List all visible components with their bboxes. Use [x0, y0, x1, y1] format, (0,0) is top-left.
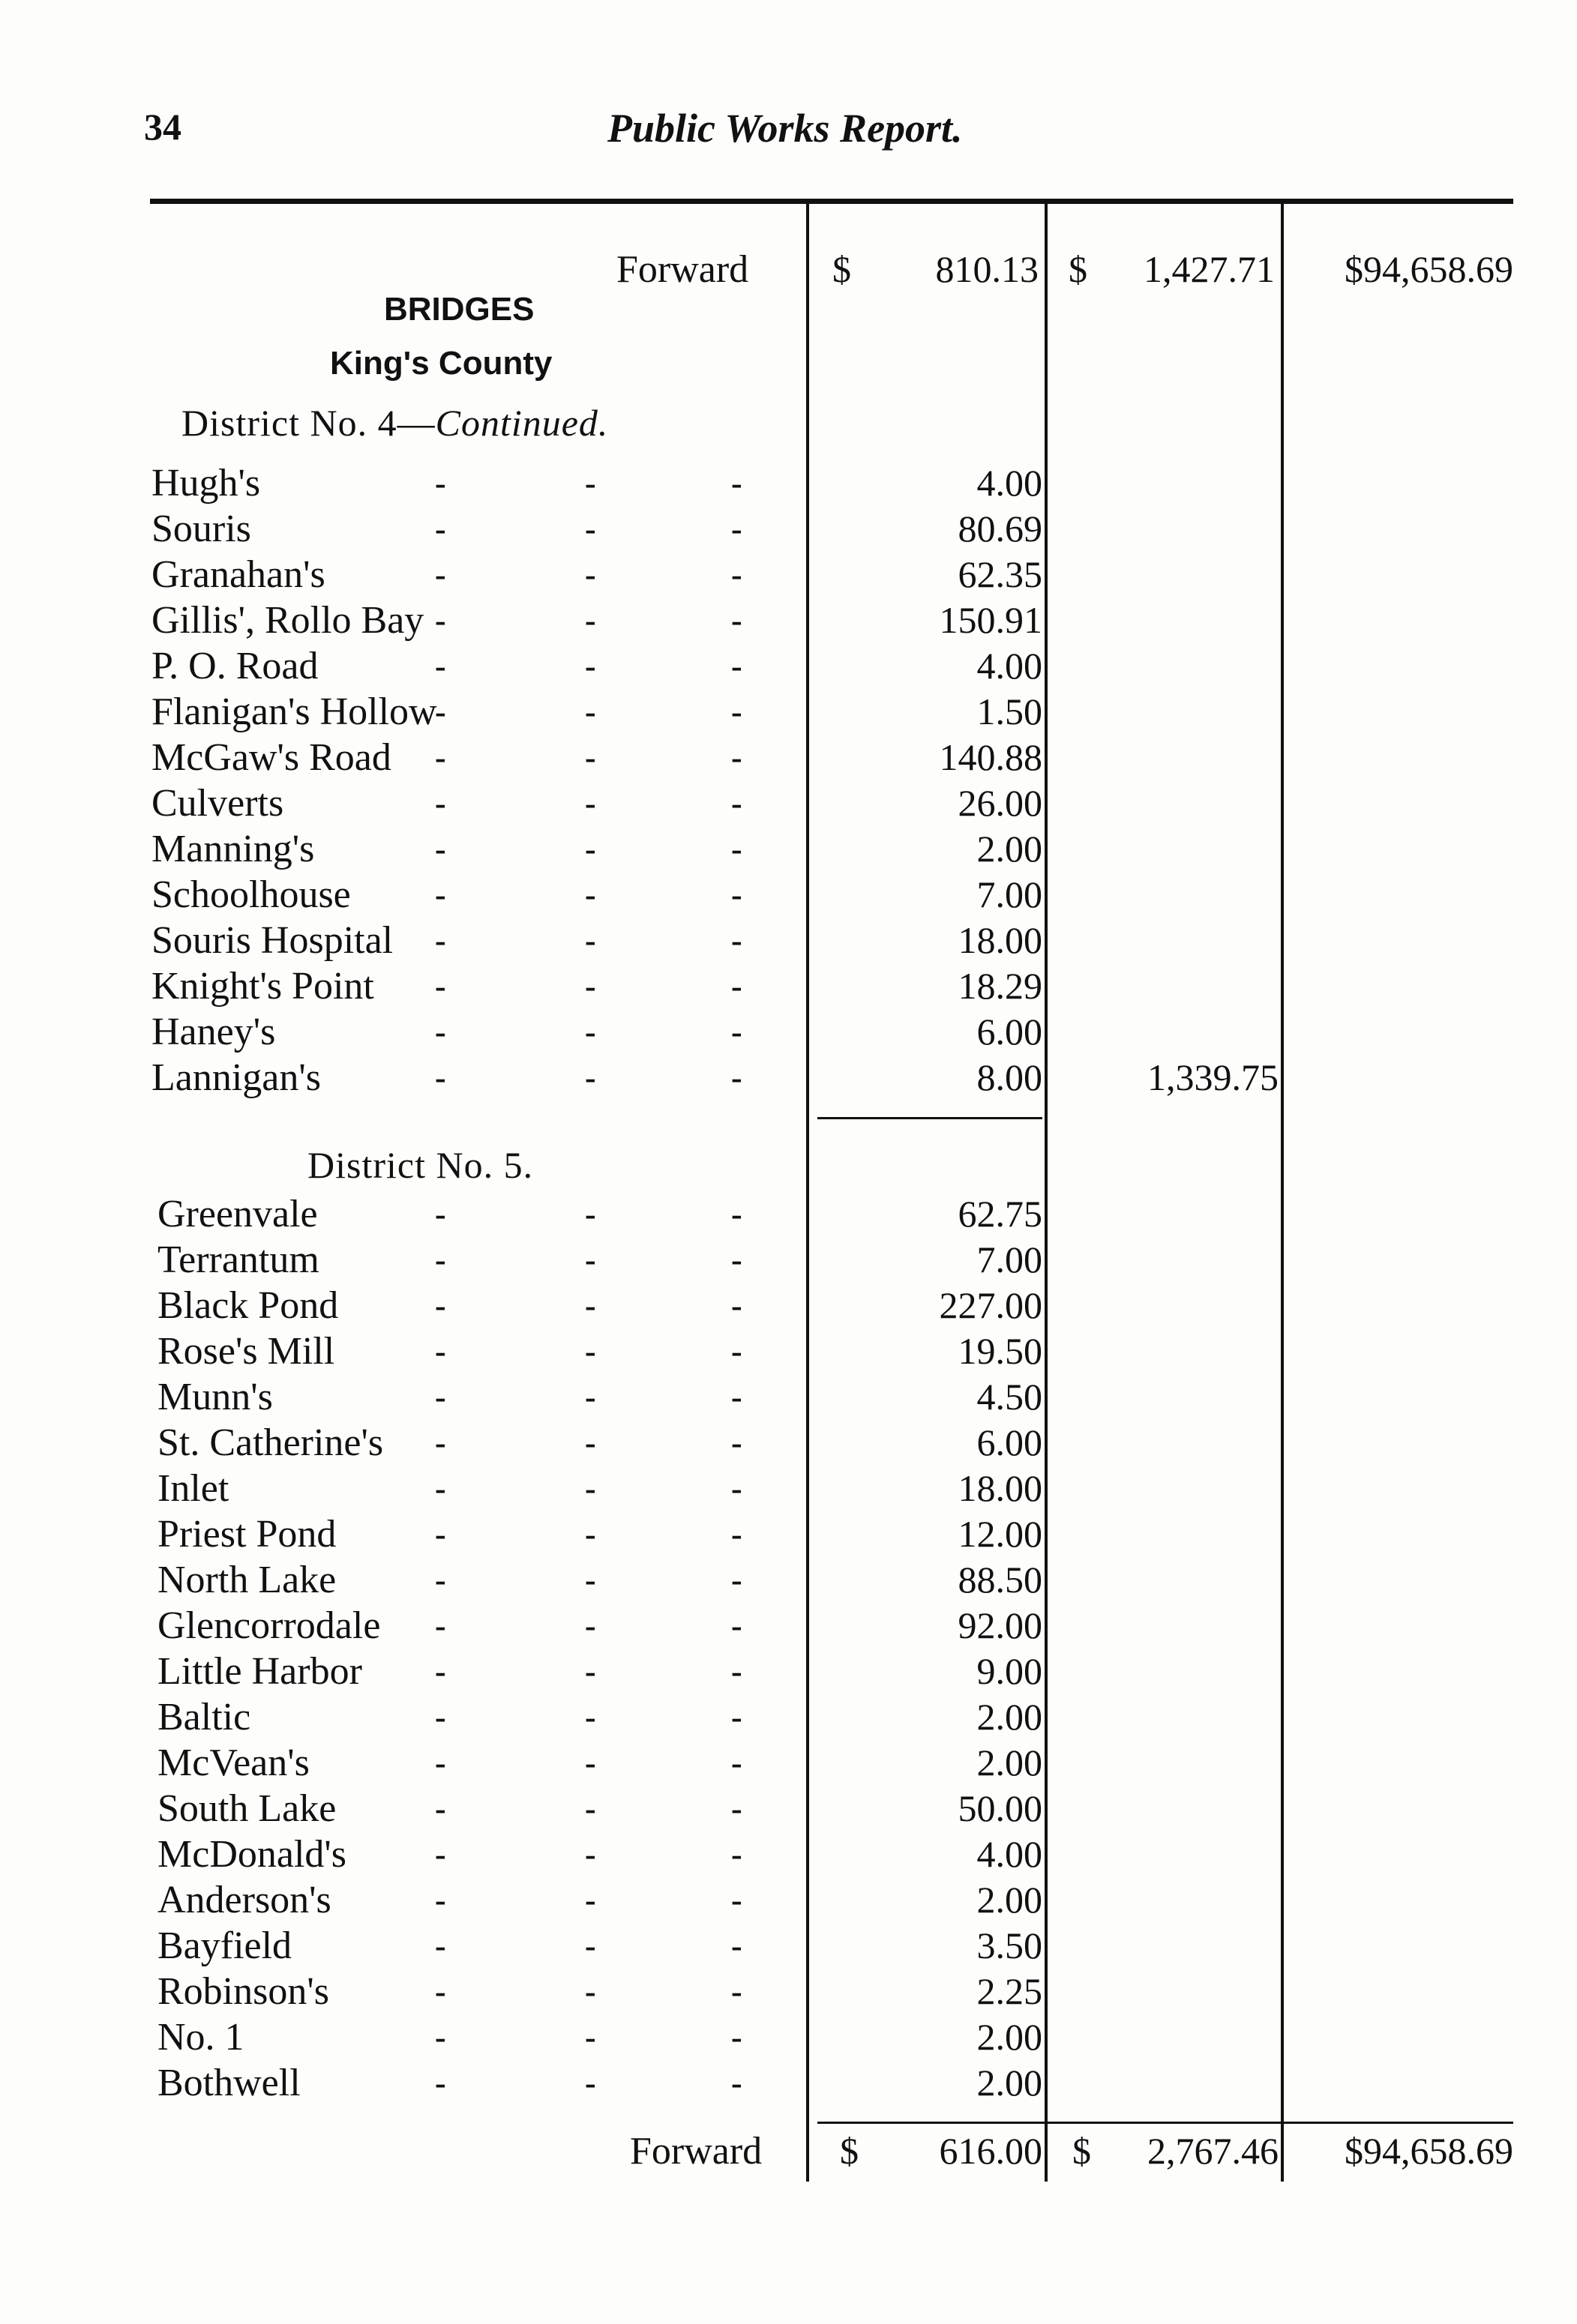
bridge-name: Gillis', Rollo Bay	[151, 599, 424, 642]
leader-dash: -	[731, 968, 742, 1005]
leader-dash: -	[585, 1516, 596, 1553]
bridge-name: Souris	[151, 508, 251, 550]
page-title: Public Works Report.	[607, 106, 963, 151]
leader-dash: -	[435, 785, 446, 822]
leader-dash: -	[731, 1927, 742, 1964]
forward-bottom-col1-currency: $	[840, 2130, 859, 2172]
bridge-amount: 2.00	[976, 2062, 1042, 2104]
leader-dash: -	[731, 1470, 742, 1507]
bridge-name: Anderson's	[157, 1879, 331, 1921]
bridge-name: Flanigan's Hollow	[151, 690, 437, 733]
leader-dash: -	[435, 556, 446, 593]
leader-dash: -	[585, 1836, 596, 1873]
forward-top-label: Forward	[616, 248, 749, 291]
bridge-name: P. O. Road	[151, 645, 319, 687]
bridge-name: Munn's	[157, 1376, 273, 1418]
leader-dash: -	[435, 1790, 446, 1827]
leader-dash: -	[435, 1516, 446, 1553]
leader-dash: -	[731, 556, 742, 593]
bridge-name: Greenvale	[157, 1193, 318, 1235]
leader-dash: -	[585, 831, 596, 867]
leader-dash: -	[585, 556, 596, 593]
leader-dash: -	[731, 785, 742, 822]
leader-dash: -	[435, 1744, 446, 1781]
leader-dash: -	[585, 465, 596, 502]
leader-dash: -	[585, 922, 596, 959]
bridge-amount: 26.00	[958, 782, 1042, 824]
bridge-amount: 4.00	[976, 462, 1042, 504]
leader-dash: -	[585, 1470, 596, 1507]
forward-bottom-col2-currency: $	[1072, 2130, 1091, 2172]
bridge-amount: 150.91	[939, 599, 1042, 641]
leader-dash: -	[585, 511, 596, 547]
leader-dash: -	[585, 1653, 596, 1690]
leader-dash: -	[731, 1287, 742, 1324]
bridge-amount: 2.00	[976, 828, 1042, 870]
bridge-amount: 2.00	[976, 1742, 1042, 1783]
bridge-amount: 80.69	[958, 508, 1042, 550]
county-heading: King's County	[330, 345, 553, 382]
leader-dash: -	[435, 1927, 446, 1964]
bridge-name: Knight's Point	[151, 965, 374, 1008]
bridge-name: No. 1	[157, 2016, 244, 2059]
leader-dash: -	[435, 831, 446, 867]
leader-dash: -	[731, 602, 742, 639]
leader-dash: -	[435, 1836, 446, 1873]
leader-dash: -	[435, 1014, 446, 1050]
bridge-amount: 6.00	[976, 1421, 1042, 1463]
bridge-amount: 2.00	[976, 1879, 1042, 1921]
bridge-name: Little Harbor	[157, 1650, 362, 1693]
leader-dash: -	[585, 1973, 596, 2010]
leader-dash: -	[585, 1059, 596, 1096]
bridge-name: Robinson's	[157, 1970, 329, 2013]
leader-dash: -	[585, 1562, 596, 1598]
bridge-amount: 18.00	[958, 919, 1042, 961]
bridge-name: Terrantum	[157, 1238, 319, 1281]
leader-dash: -	[731, 1516, 742, 1553]
leader-dash: -	[731, 1196, 742, 1232]
leader-dash: -	[435, 1470, 446, 1507]
leader-dash: -	[435, 1882, 446, 1918]
leader-dash: -	[585, 2019, 596, 2056]
leader-dash: -	[435, 876, 446, 913]
bottom-total-rule	[817, 2122, 1513, 2124]
bridge-amount: 62.75	[958, 1193, 1042, 1235]
district-4-heading-continued: Continued.	[435, 402, 609, 444]
leader-dash: -	[585, 1333, 596, 1370]
leader-dash: -	[731, 1607, 742, 1644]
leader-dash: -	[435, 1287, 446, 1324]
bridge-amount: 8.00	[976, 1056, 1042, 1098]
leader-dash: -	[731, 876, 742, 913]
leader-dash: -	[435, 1699, 446, 1736]
leader-dash: -	[585, 648, 596, 684]
column-rule-2	[1045, 204, 1048, 2182]
leader-dash: -	[731, 1014, 742, 1050]
leader-dash: -	[435, 602, 446, 639]
bridge-amount: 92.00	[958, 1604, 1042, 1646]
bridge-amount: 19.50	[958, 1330, 1042, 1372]
header-rule	[150, 199, 1513, 204]
leader-dash: -	[585, 1196, 596, 1232]
leader-dash: -	[731, 1882, 742, 1918]
bridge-name: McGaw's Road	[151, 736, 391, 779]
leader-dash: -	[731, 1059, 742, 1096]
leader-dash: -	[585, 1927, 596, 1964]
leader-dash: -	[435, 968, 446, 1005]
leader-dash: -	[585, 1379, 596, 1415]
leader-dash: -	[731, 1424, 742, 1461]
leader-dash: -	[731, 1790, 742, 1827]
leader-dash: -	[731, 1744, 742, 1781]
bridge-name: Haney's	[151, 1011, 276, 1053]
leader-dash: -	[731, 2019, 742, 2056]
leader-dash: -	[435, 1424, 446, 1461]
bridge-name: Inlet	[157, 1467, 229, 1510]
bridge-amount: 4.00	[976, 1833, 1042, 1875]
forward-top-col2: 1,427.71	[1144, 248, 1275, 290]
leader-dash: -	[585, 1882, 596, 1918]
bridge-name: Souris Hospital	[151, 919, 394, 962]
forward-bottom-col1: 616.00	[939, 2130, 1042, 2172]
bridge-name: Manning's	[151, 828, 315, 870]
forward-top-col2-currency: $	[1069, 248, 1087, 290]
bridge-name: North Lake	[157, 1559, 337, 1601]
leader-dash: -	[731, 922, 742, 959]
bridge-name: Granahan's	[151, 553, 325, 596]
forward-bottom-col3: $94,658.69	[1345, 2130, 1513, 2172]
bridge-amount: 9.00	[976, 1650, 1042, 1692]
leader-dash: -	[731, 1241, 742, 1278]
bridge-name: Hugh's	[151, 462, 261, 505]
leader-dash: -	[435, 1607, 446, 1644]
leader-dash: -	[731, 1699, 742, 1736]
forward-bottom-label: Forward	[630, 2130, 763, 2173]
leader-dash: -	[435, 511, 446, 547]
bridge-name: McDonald's	[157, 1833, 347, 1876]
leader-dash: -	[731, 1653, 742, 1690]
leader-dash: -	[585, 1424, 596, 1461]
bridge-amount: 50.00	[958, 1787, 1042, 1829]
bridge-amount: 18.00	[958, 1467, 1042, 1509]
leader-dash: -	[585, 968, 596, 1005]
bridge-name: Bothwell	[157, 2062, 301, 2104]
leader-dash: -	[585, 1287, 596, 1324]
leader-dash: -	[435, 1562, 446, 1598]
bridge-amount: 6.00	[976, 1011, 1042, 1053]
leader-dash: -	[585, 2065, 596, 2101]
leader-dash: -	[435, 2065, 446, 2101]
bridge-amount: 88.50	[958, 1559, 1042, 1601]
bridge-name: Rose's Mill	[157, 1330, 335, 1373]
column-rule-3	[1281, 204, 1284, 2182]
leader-dash: -	[435, 1241, 446, 1278]
bridge-amount: 4.00	[976, 645, 1042, 687]
leader-dash: -	[435, 1379, 446, 1415]
leader-dash: -	[585, 1241, 596, 1278]
leader-dash: -	[585, 1790, 596, 1827]
bridge-amount: 2.00	[976, 2016, 1042, 2058]
leader-dash: -	[585, 693, 596, 730]
leader-dash: -	[585, 1014, 596, 1050]
column-rule-1	[806, 204, 809, 2182]
leader-dash: -	[585, 1607, 596, 1644]
leader-dash: -	[585, 1744, 596, 1781]
bridge-amount: 18.29	[958, 965, 1042, 1007]
leader-dash: -	[731, 693, 742, 730]
bridge-amount: 4.50	[976, 1376, 1042, 1418]
leader-dash: -	[435, 648, 446, 684]
leader-dash: -	[731, 1836, 742, 1873]
bridge-name: Culverts	[151, 782, 284, 825]
leader-dash: -	[585, 739, 596, 776]
section-title: BRIDGES	[384, 291, 535, 328]
leader-dash: -	[731, 648, 742, 684]
district-5-heading: District No. 5.	[307, 1144, 534, 1186]
leader-dash: -	[585, 1699, 596, 1736]
bridge-name: South Lake	[157, 1787, 337, 1830]
leader-dash: -	[585, 876, 596, 913]
leader-dash: -	[435, 693, 446, 730]
leader-dash: -	[731, 465, 742, 502]
bridge-amount: 140.88	[939, 736, 1042, 778]
leader-dash: -	[731, 739, 742, 776]
bridge-amount: 3.50	[976, 1924, 1042, 1966]
leader-dash: -	[731, 1562, 742, 1598]
bridge-amount: 7.00	[976, 873, 1042, 915]
bridge-name: Lannigan's	[151, 1056, 321, 1099]
leader-dash: -	[435, 1973, 446, 2010]
bridge-amount: 12.00	[958, 1513, 1042, 1555]
leader-dash: -	[731, 1973, 742, 2010]
leader-dash: -	[435, 1196, 446, 1232]
leader-dash: -	[435, 465, 446, 502]
district-4-heading-text: District No. 4—	[181, 402, 436, 444]
bridge-amount: 2.25	[976, 1970, 1042, 2012]
leader-dash: -	[435, 739, 446, 776]
bridge-amount: 62.35	[958, 553, 1042, 595]
leader-dash: -	[585, 785, 596, 822]
bridge-name: Black Pond	[157, 1284, 339, 1327]
bridge-name: Schoolhouse	[151, 873, 351, 916]
bridge-name: St. Catherine's	[157, 1421, 384, 1464]
leader-dash: -	[731, 831, 742, 867]
bridge-amount: 227.00	[939, 1284, 1042, 1326]
leader-dash: -	[435, 922, 446, 959]
bridge-name: Priest Pond	[157, 1513, 337, 1556]
leader-dash: -	[731, 1333, 742, 1370]
leader-dash: -	[435, 2019, 446, 2056]
leader-dash: -	[731, 2065, 742, 2101]
bridge-name: McVean's	[157, 1742, 310, 1784]
bridge-name: Glencorrodale	[157, 1604, 381, 1647]
forward-top-col1: 810.13	[935, 248, 1039, 290]
leader-dash: -	[435, 1653, 446, 1690]
leader-dash: -	[731, 511, 742, 547]
bridge-amount: 7.00	[976, 1238, 1042, 1280]
bridge-name: Bayfield	[157, 1924, 292, 1967]
district-4-subtotal-rule	[817, 1117, 1042, 1119]
forward-top-col3: $94,658.69	[1345, 248, 1513, 290]
district-4-total: 1,339.75	[1147, 1056, 1279, 1098]
bridge-amount: 2.00	[976, 1696, 1042, 1738]
bridge-amount: 1.50	[976, 690, 1042, 732]
forward-bottom-col2: 2,767.46	[1147, 2130, 1279, 2172]
district-4-heading	[181, 401, 608, 445]
leader-dash: -	[435, 1333, 446, 1370]
forward-top-col1-currency: $	[832, 248, 851, 290]
bridge-name: Baltic	[157, 1696, 251, 1739]
leader-dash: -	[731, 1379, 742, 1415]
leader-dash: -	[585, 602, 596, 639]
leader-dash: -	[435, 1059, 446, 1096]
page-number: 34	[144, 106, 181, 148]
